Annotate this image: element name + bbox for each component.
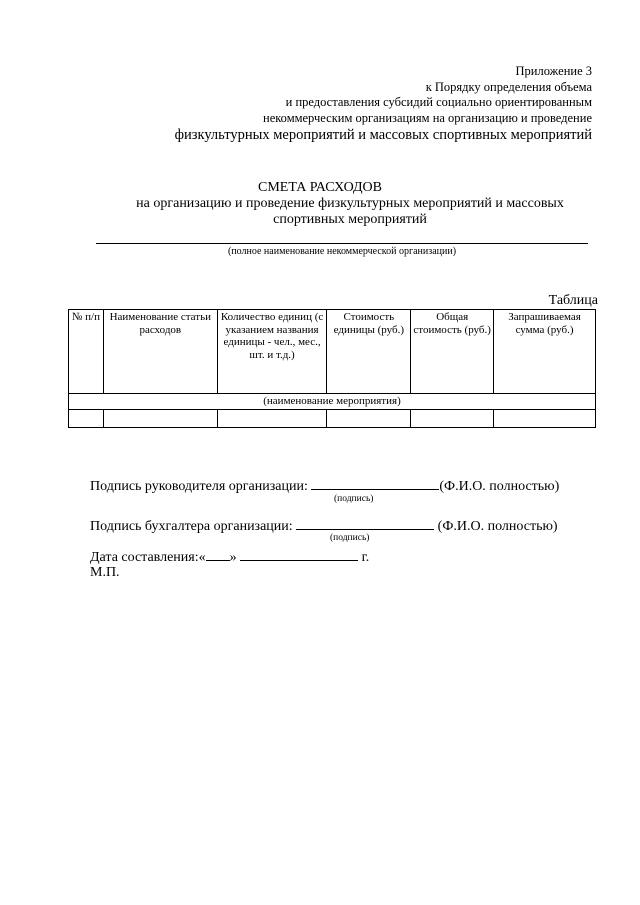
header-cell-unit-cost: Стоимость единицы (руб.) [327,310,411,394]
table-cell[interactable] [69,410,104,428]
document-title: СМЕТА РАСХОДОВ [258,180,382,195]
header-cell-quantity: Количество единиц (с указанием названия единицы - чел., мес., шт. и т.д.) [217,310,327,394]
accountant-signature-line [90,516,558,535]
head-signature-line [90,476,559,495]
date-label: Дата составления: [90,550,199,565]
date-open-quote: « [198,550,206,565]
appendix-line: некоммерческим организациям на организацию и проведение [263,110,592,125]
header-cell-requested-amount: Запрашиваемая сумма (руб.) [494,310,596,394]
appendix-line: к Порядку определения объема [425,79,592,94]
accountant-signature-label: Подпись бухгалтера организации: [90,519,293,534]
header-cell-expense-item: Наименование статьи расходов [103,310,217,394]
header-cell-total-cost: Общая стоимость (руб.) [411,310,494,394]
appendix-line: и предоставления субсидий социально ориентированным [285,95,592,109]
date-month-year-field[interactable] [240,547,358,561]
table-cell[interactable] [411,410,494,428]
head-signature-label: Подпись руководителя организации: [90,479,308,494]
date-year-suffix: г. [361,550,370,565]
header-cell-number: № п/п [69,310,104,394]
head-signature-suffix: (Ф.И.О. полностью) [439,479,560,494]
accountant-signature-suffix: (Ф.И.О. полностью) [437,519,558,534]
table-header-row [69,310,596,394]
table-cell[interactable] [217,410,327,428]
head-signature-hint: (подпись) [334,494,374,504]
table-row [69,410,596,428]
accountant-signature-field[interactable] [296,516,434,530]
document-subtitle: на организацию и проведение физкультурных мероприятий и массовых спортивных мероприятий [136,196,564,227]
estimate-table [68,309,596,428]
date-day-field[interactable] [206,547,230,561]
table-cell[interactable] [494,410,596,428]
head-signature-field[interactable] [311,476,439,490]
table-cell[interactable] [327,410,411,428]
stamp-place: М.П. [90,565,120,580]
event-name-cell: (наименование мероприятия) [69,394,596,410]
appendix-header [175,64,592,145]
accountant-signature-hint: (подпись) [330,533,370,543]
date-line [90,547,369,566]
table-cell[interactable] [103,410,217,428]
appendix-line: Приложение 3 [515,64,592,78]
table-label: Таблица [548,293,598,308]
table-row [69,394,596,410]
date-close-quote: » [229,550,237,565]
org-name-hint: (полное наименование некоммерческой организации) [227,246,457,257]
org-name-line[interactable] [96,238,588,244]
appendix-line: физкультурных мероприятий и массовых спортивных мероприятий [174,127,592,143]
